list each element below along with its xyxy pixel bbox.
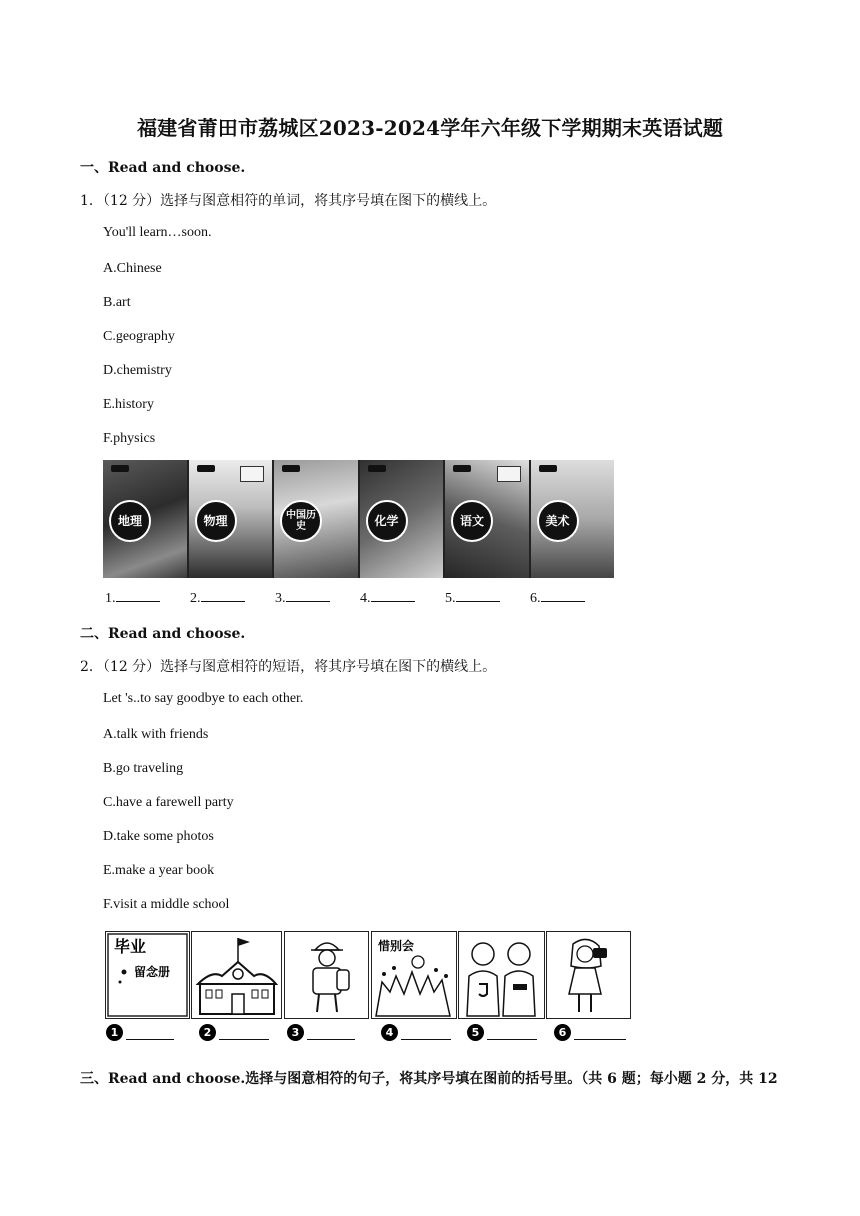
number-badge-4: 4: [381, 1024, 398, 1041]
book-label-3: 中国历史: [280, 500, 322, 542]
phrase-answer-line-1[interactable]: [126, 1039, 174, 1040]
yearbook-title-text: 毕业: [114, 937, 147, 956]
number-badge-6: 6: [554, 1024, 571, 1041]
option-b: B.art: [103, 295, 131, 310]
textbook-cover-4: [360, 460, 446, 578]
answer-line-5[interactable]: [456, 591, 500, 602]
activity-picture-strip: [103, 931, 631, 1019]
blank-number-3: 3.: [275, 591, 286, 606]
answer-line-3[interactable]: [286, 591, 330, 602]
section-1-heading: 一、Read and choose.: [80, 160, 246, 176]
phrase-answer-line-3[interactable]: [307, 1039, 355, 1040]
phrase-answer-line-6[interactable]: [574, 1039, 626, 1040]
option-e: E.history: [103, 397, 154, 412]
number-badge-3: 3: [287, 1024, 304, 1041]
middle-school-picture: [191, 931, 282, 1019]
textbook-cover-2: [189, 460, 275, 578]
blank-number-4: 4.: [360, 591, 371, 606]
blank-number-5: 5.: [445, 591, 456, 606]
phrase-option-d: D.take some photos: [103, 829, 214, 844]
take-photos-picture: [546, 931, 631, 1019]
book-label-6: 美术: [537, 500, 579, 542]
textbook-cover-6: [531, 460, 615, 578]
phrase-option-f: F.visit a middle school: [103, 897, 230, 912]
textbook-cover-5: [445, 460, 531, 578]
farewell-party-picture: [371, 931, 457, 1019]
option-c: C.geography: [103, 329, 175, 344]
textbook-picture-strip: [103, 460, 614, 578]
question-1-prompt: You'll learn…soon.: [103, 225, 212, 240]
blank-number-2: 2.: [190, 591, 201, 606]
answer-line-6[interactable]: [541, 591, 585, 602]
yearbook-picture: [105, 931, 190, 1019]
talk-with-friends-picture: [458, 931, 545, 1019]
phrase-answer-line-2[interactable]: [219, 1039, 269, 1040]
book-label-1: 地理: [109, 500, 151, 542]
question-1: 1．（12 分）选择与图意相符的单词，将其序号填在图下的横线上。: [80, 193, 497, 209]
book-label-2: 物理: [195, 500, 237, 542]
blank-number-1: 1.: [105, 591, 116, 606]
phrase-option-a: A.talk with friends: [103, 727, 209, 742]
answer-blanks-1: [105, 591, 615, 607]
answer-line-1[interactable]: [116, 591, 160, 602]
answer-line-4[interactable]: [371, 591, 415, 602]
section-3-heading: 三、Read and choose.选择与图意相符的句子，将其序号填在图前的括号里。（共 6 题；每小题 2 分，共 12: [80, 1071, 778, 1087]
phrase-answer-line-4[interactable]: [401, 1039, 451, 1040]
page-title: 福建省莆田市荔城区2023-2024学年六年级下学期期末英语试题: [136, 116, 724, 140]
option-d: D.chemistry: [103, 363, 172, 378]
question-2-prompt: Let 's..to say goodbye to each other.: [103, 691, 304, 706]
option-a: A.Chinese: [103, 261, 162, 276]
number-badge-1: 1: [106, 1024, 123, 1041]
book-label-5: 语文: [451, 500, 493, 542]
option-f: F.physics: [103, 431, 156, 446]
question-2: 2．（12 分）选择与图意相符的短语，将其序号填在图下的横线上。: [80, 659, 497, 675]
phrase-option-c: C.have a farewell party: [103, 795, 234, 810]
book-label-4: 化学: [366, 500, 408, 542]
answer-line-2[interactable]: [201, 591, 245, 602]
yearbook-subtitle-text: 留念册: [134, 965, 171, 979]
traveling-picture: [284, 931, 369, 1019]
section-2-heading: 二、Read and choose.: [80, 626, 246, 642]
farewell-party-text: 惜别会: [378, 939, 415, 953]
blank-number-6: 6.: [530, 591, 541, 606]
phrase-answer-line-5[interactable]: [487, 1039, 537, 1040]
phrase-option-b: B.go traveling: [103, 761, 184, 776]
phrase-option-e: E.make a year book: [103, 863, 215, 878]
number-badge-2: 2: [199, 1024, 216, 1041]
number-badge-5: 5: [467, 1024, 484, 1041]
textbook-cover-1: [103, 460, 189, 578]
textbook-cover-3: [274, 460, 360, 578]
